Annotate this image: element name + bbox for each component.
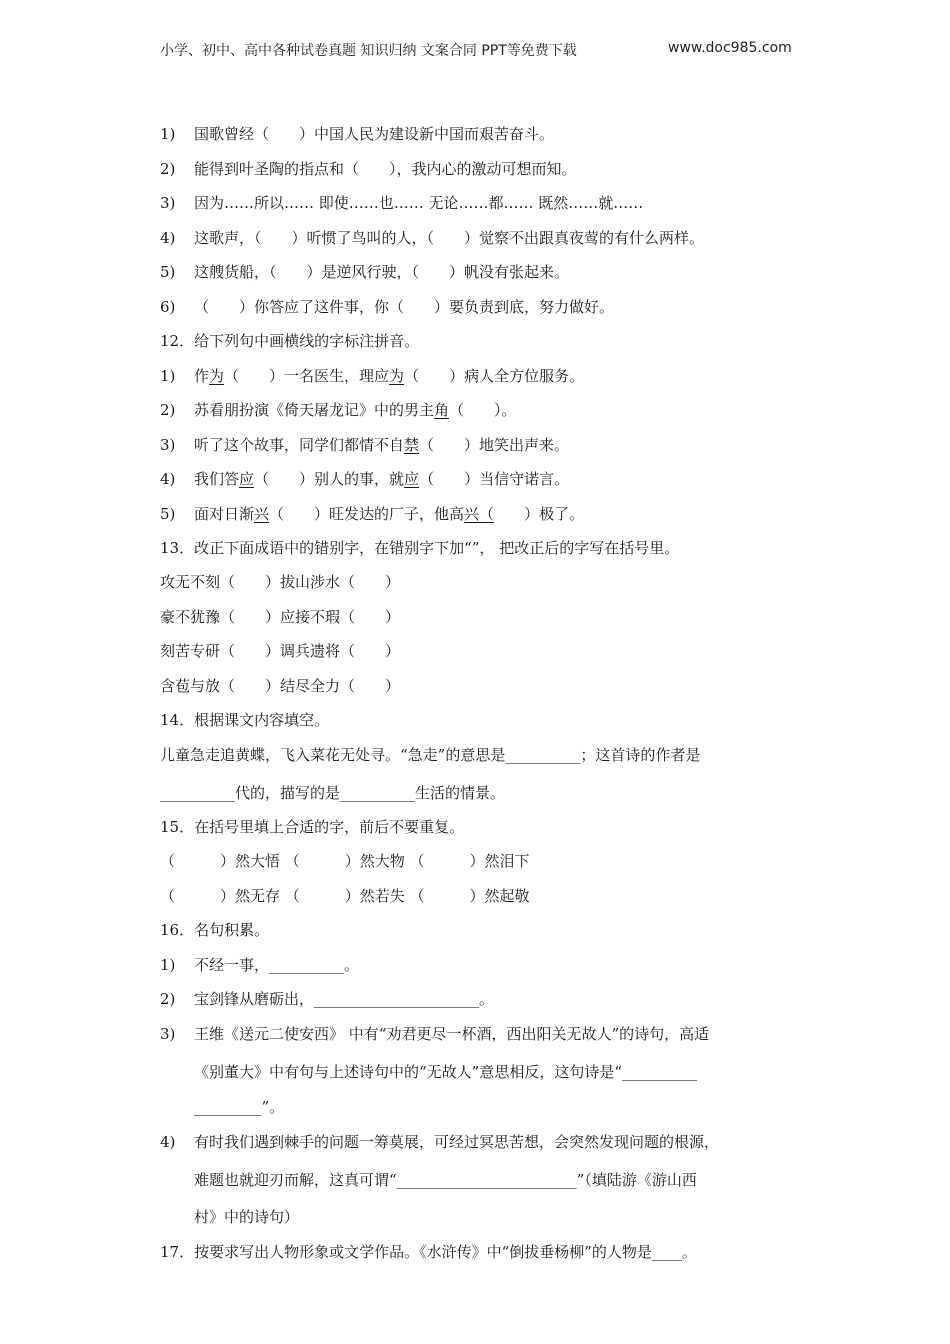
item-number: 6) <box>160 298 176 316</box>
underlined-char: 禁 <box>404 436 420 454</box>
underlined-char: 兴（ <box>464 505 495 523</box>
item-text: 因为……所以…… 即使……也…… 无论……都…… 既然……就…… <box>194 194 644 212</box>
item-text: 不经一事，__________。 <box>194 956 360 974</box>
item-number: 1) <box>160 367 176 385</box>
page-header <box>0 40 950 62</box>
question-title: 12．给下列句中画横线的字标注拼音。 <box>160 332 420 350</box>
item-text: 宝剑锋从磨砺出，______________________。 <box>194 990 495 1008</box>
underlined-char: 为 <box>389 367 405 385</box>
item-text: 面对日渐兴（ ）旺发达的厂子，他高兴（ ）极了。 <box>194 505 585 523</box>
item-text: 有时我们遇到棘手的问题一筹莫展，可经过冥思苦想，会突然发现问题的根源， <box>194 1133 720 1151</box>
idiom-row: 刻苦专研（ ）调兵遗将（ ） <box>160 642 401 660</box>
idiom-row: 豪不犹豫（ ）应接不瑕（ ） <box>160 608 401 626</box>
item-text: 苏看朋扮演《倚天屠龙记》中的男主角（ ）。 <box>194 401 517 419</box>
item-text: 我们答应（ ）别人的事，就应（ ）当信守诺言。 <box>194 470 570 488</box>
item-number: 3) <box>160 436 176 454</box>
question-title: 17．按要求写出人物形象或文学作品。《水浒传》中“倒拔垂杨柳”的人物是____。 <box>160 1243 697 1261</box>
header-website[interactable]: www.doc985.com <box>668 40 792 56</box>
item-text: 听了这个故事，同学们都情不自禁（ ）地笑出声来。 <box>194 436 570 454</box>
underlined-char: 为 <box>209 367 225 385</box>
item-number: 3) <box>160 1025 176 1043</box>
underlined-char: 兴 <box>254 505 270 523</box>
item-text: 能得到叶圣陶的指点和（ ），我内心的激动可想而知。 <box>194 160 577 178</box>
item-text: 《别董大》中有句与上述诗句中的“无故人”意思相反，这句诗是“__________ <box>194 1063 698 1081</box>
item-number: 2) <box>160 401 176 419</box>
idiom-row: 攻无不刻（ ）拔山涉水（ ） <box>160 573 401 591</box>
item-text: 村》中的诗句） <box>194 1208 300 1226</box>
item-number: 4) <box>160 470 176 488</box>
item-text: 王维《送元二使安西》 中有“劝君更尽一杯酒，西出阳关无故人”的诗句，高适 <box>194 1025 710 1043</box>
underlined-char: 应 <box>404 470 420 488</box>
item-number: 1) <box>160 125 176 143</box>
item-text: （ ）你答应了这件事，你（ ）要负责到底，努力做好。 <box>194 298 615 316</box>
item-number: 2) <box>160 990 176 1008</box>
item-text: _________”。 <box>194 1098 285 1116</box>
item-text: 这歌声，（ ）听惯了鸟叫的人，（ ）觉察不出跟真夜莺的有什么两样。 <box>194 229 705 247</box>
item-number: 3) <box>160 194 176 212</box>
fill-in-row: （ ）然无存 （ ）然若失 （ ）然起敬 <box>160 887 530 905</box>
item-number: 5) <box>160 263 176 281</box>
question-title: 14．根据课文内容填空。 <box>160 711 330 729</box>
item-number: 1) <box>160 956 176 974</box>
fill-in-text: 儿童急走追黄蝶，飞入菜花无处寻。“急走”的意思是__________；这首诗的作者是 <box>160 746 701 764</box>
item-number: 2) <box>160 160 176 178</box>
question-title: 16．名句积累。 <box>160 921 270 939</box>
fill-in-text: __________代的，描写的是__________生活的情景。 <box>160 784 506 802</box>
idiom-row: 含苞与放（ ）结尽全力（ ） <box>160 677 401 695</box>
question-title: 15．在括号里填上合适的字，前后不要重复。 <box>160 818 465 836</box>
item-text: 难题也就迎刃而解，这真可谓“________________________”（填陆游《游山西 <box>194 1171 697 1189</box>
item-text: 这艘货船，（ ）是逆风行驶，（ ）帆没有张起来。 <box>194 263 570 281</box>
header-promo-text: 小学、初中、高中各种试卷真题 知识归纳 文案合同 PPT等免费下载 <box>160 43 577 59</box>
underlined-char: 角 <box>434 401 450 419</box>
question-title: 13．改正下面成语中的错别字，在错别字下加“”， 把改正后的字写在括号里。 <box>160 539 680 557</box>
item-number: 5) <box>160 505 176 523</box>
fill-in-row: （ ）然大悟 （ ）然大物 （ ）然泪下 <box>160 852 530 870</box>
item-text: 作为（ ）一名医生，理应为（ ）病人全方位服务。 <box>194 367 585 385</box>
item-text: 国歌曾经（ ）中国人民为建设新中国而艰苦奋斗。 <box>194 125 555 143</box>
item-number: 4) <box>160 229 176 247</box>
item-number: 4) <box>160 1133 176 1151</box>
underlined-char: 应 <box>239 470 255 488</box>
